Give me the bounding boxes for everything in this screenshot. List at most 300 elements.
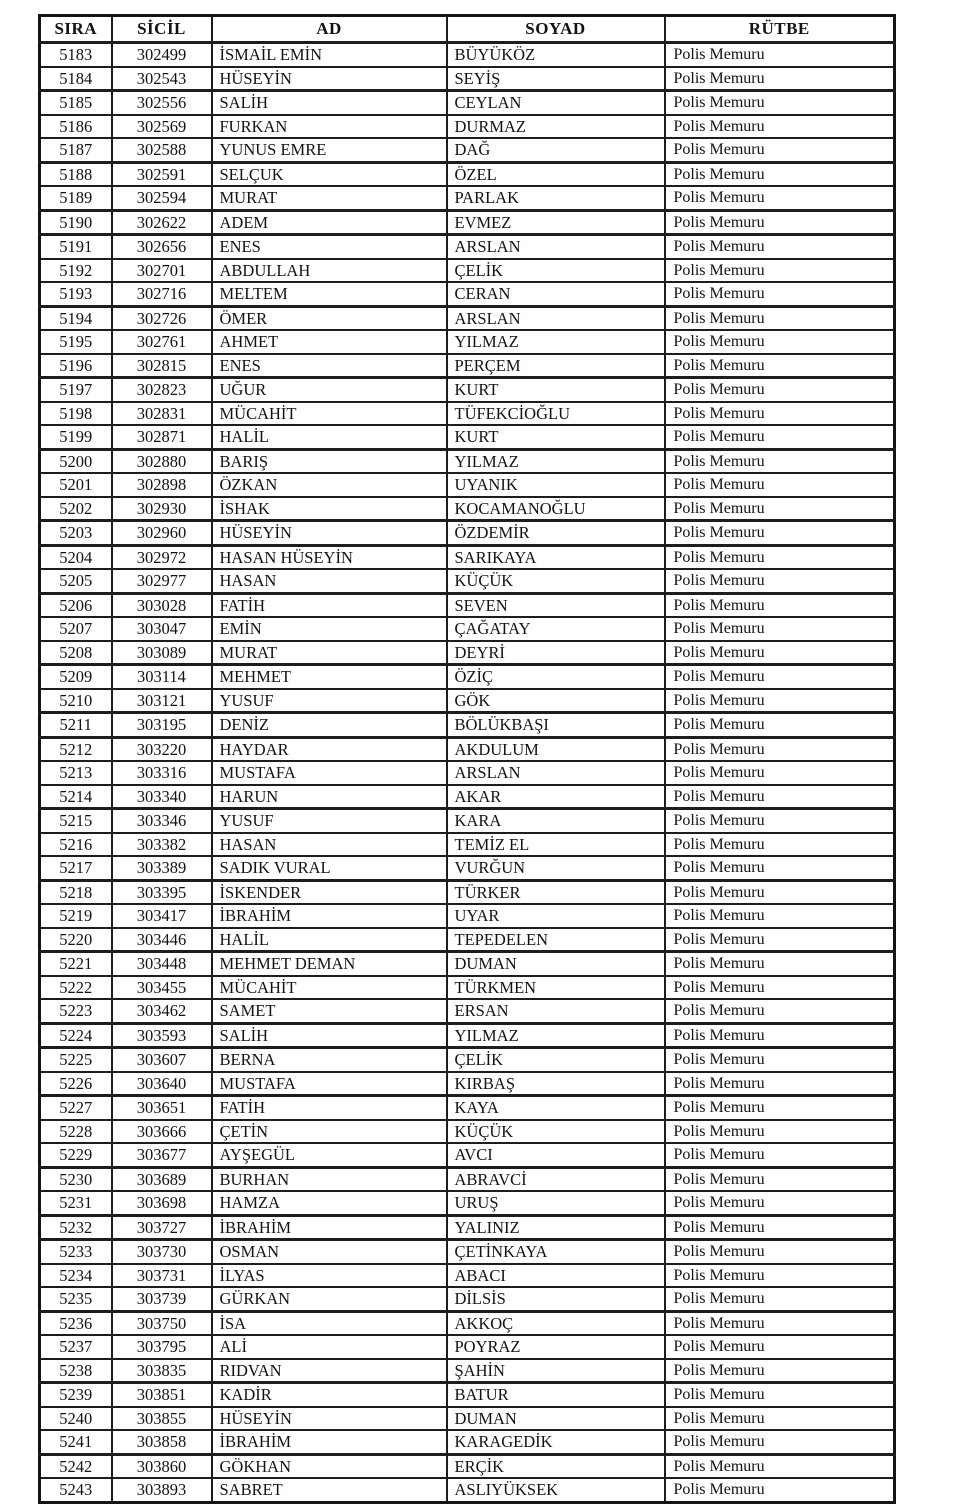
cell-ad: AHMET (212, 330, 447, 354)
cell-sicil: 303220 (112, 737, 212, 761)
cell-rutbe: Polis Memuru (665, 1359, 895, 1383)
cell-sicil: 303593 (112, 1023, 212, 1048)
cell-sira: 5228 (40, 1120, 112, 1144)
table-row (40, 1478, 895, 1502)
table-row (40, 833, 895, 857)
table-row (40, 1023, 895, 1048)
cell-soyad: KAYA (447, 1096, 665, 1120)
cell-ad: ÇETİN (212, 1120, 447, 1144)
cell-rutbe: Polis Memuru (665, 449, 895, 473)
cell-rutbe: Polis Memuru (665, 809, 895, 833)
table-row (40, 545, 895, 569)
cell-ad: SALİH (212, 1023, 447, 1048)
cell-sicil: 302972 (112, 545, 212, 569)
cell-rutbe: Polis Memuru (665, 1167, 895, 1191)
cell-soyad: PARLAK (447, 186, 665, 210)
cell-rutbe: Polis Memuru (665, 1240, 895, 1264)
cell-sira: 5235 (40, 1287, 112, 1311)
cell-rutbe: Polis Memuru (665, 1264, 895, 1288)
cell-ad: HARUN (212, 785, 447, 809)
table-row (40, 115, 895, 139)
table-row (40, 1311, 895, 1335)
table-body (40, 43, 895, 1503)
cell-sira: 5219 (40, 904, 112, 928)
cell-soyad: ÖZEL (447, 162, 665, 186)
cell-sicil: 303698 (112, 1191, 212, 1215)
cell-ad: İSHAK (212, 497, 447, 521)
cell-soyad: POYRAZ (447, 1335, 665, 1359)
cell-sira: 5226 (40, 1072, 112, 1096)
cell-rutbe: Polis Memuru (665, 521, 895, 546)
cell-soyad: ERÇİK (447, 1454, 665, 1478)
cell-sicil: 302815 (112, 354, 212, 378)
cell-soyad: KOCAMANOĞLU (447, 497, 665, 521)
cell-ad: HÜSEYİN (212, 521, 447, 546)
cell-sicil: 303795 (112, 1335, 212, 1359)
table-row (40, 1430, 895, 1454)
cell-rutbe: Polis Memuru (665, 497, 895, 521)
cell-sicil: 303739 (112, 1287, 212, 1311)
cell-ad: MEHMET (212, 665, 447, 689)
cell-rutbe: Polis Memuru (665, 91, 895, 115)
table-row (40, 1383, 895, 1407)
column-header-sira: SIRA (40, 16, 112, 43)
cell-rutbe: Polis Memuru (665, 1072, 895, 1096)
cell-ad: SALİH (212, 91, 447, 115)
cell-sira: 5241 (40, 1430, 112, 1454)
cell-sira: 5190 (40, 210, 112, 235)
cell-ad: EMİN (212, 617, 447, 641)
cell-sira: 5232 (40, 1215, 112, 1240)
cell-sira: 5198 (40, 402, 112, 426)
cell-soyad: ÇAĞATAY (447, 617, 665, 641)
cell-ad: İBRAHİM (212, 1215, 447, 1240)
cell-sira: 5210 (40, 689, 112, 713)
cell-rutbe: Polis Memuru (665, 1048, 895, 1072)
cell-sira: 5214 (40, 785, 112, 809)
cell-ad: MEHMET DEMAN (212, 952, 447, 976)
table-row (40, 785, 895, 809)
table-row (40, 425, 895, 449)
cell-sira: 5243 (40, 1478, 112, 1502)
cell-rutbe: Polis Memuru (665, 833, 895, 857)
cell-soyad: DAĞ (447, 138, 665, 162)
cell-ad: BURHAN (212, 1167, 447, 1191)
cell-sicil: 303114 (112, 665, 212, 689)
cell-rutbe: Polis Memuru (665, 952, 895, 976)
cell-soyad: CERAN (447, 282, 665, 306)
cell-ad: HASAN (212, 569, 447, 593)
cell-soyad: KARAGEDİK (447, 1430, 665, 1454)
cell-sicil: 303462 (112, 999, 212, 1023)
cell-sicil: 302880 (112, 449, 212, 473)
cell-rutbe: Polis Memuru (665, 1023, 895, 1048)
table-row (40, 497, 895, 521)
cell-sicil: 303750 (112, 1311, 212, 1335)
cell-sicil: 302622 (112, 210, 212, 235)
cell-soyad: BATUR (447, 1383, 665, 1407)
cell-rutbe: Polis Memuru (665, 473, 895, 497)
cell-sira: 5234 (40, 1264, 112, 1288)
cell-soyad: YILMAZ (447, 449, 665, 473)
cell-ad: YUSUF (212, 689, 447, 713)
cell-sicil: 303851 (112, 1383, 212, 1407)
cell-sira: 5224 (40, 1023, 112, 1048)
cell-rutbe: Polis Memuru (665, 67, 895, 91)
cell-sira: 5202 (40, 497, 112, 521)
table-row (40, 976, 895, 1000)
cell-rutbe: Polis Memuru (665, 1311, 895, 1335)
cell-ad: ALİ (212, 1335, 447, 1359)
table-row (40, 569, 895, 593)
cell-soyad: KURT (447, 378, 665, 402)
cell-soyad: ÖZİÇ (447, 665, 665, 689)
cell-rutbe: Polis Memuru (665, 1215, 895, 1240)
cell-rutbe: Polis Memuru (665, 1407, 895, 1431)
column-header-ad: AD (212, 16, 447, 43)
cell-sicil: 302499 (112, 43, 212, 67)
cell-sira: 5195 (40, 330, 112, 354)
cell-sicil: 303730 (112, 1240, 212, 1264)
cell-ad: FURKAN (212, 115, 447, 139)
cell-rutbe: Polis Memuru (665, 282, 895, 306)
cell-sicil: 303382 (112, 833, 212, 857)
cell-soyad: SEVEN (447, 593, 665, 617)
cell-ad: HALİL (212, 928, 447, 952)
table-row (40, 1264, 895, 1288)
table-row (40, 1335, 895, 1359)
cell-rutbe: Polis Memuru (665, 235, 895, 259)
cell-soyad: ABACI (447, 1264, 665, 1288)
cell-sicil: 302823 (112, 378, 212, 402)
table-row (40, 282, 895, 306)
table-row (40, 1120, 895, 1144)
table-row (40, 402, 895, 426)
cell-ad: BERNA (212, 1048, 447, 1072)
cell-soyad: ÇETİNKAYA (447, 1240, 665, 1264)
cell-sira: 5231 (40, 1191, 112, 1215)
table-row (40, 138, 895, 162)
table-row (40, 378, 895, 402)
column-header-sicil: SİCİL (112, 16, 212, 43)
cell-sira: 5236 (40, 1311, 112, 1335)
cell-sira: 5212 (40, 737, 112, 761)
cell-ad: UĞUR (212, 378, 447, 402)
header-row (40, 16, 895, 43)
cell-rutbe: Polis Memuru (665, 689, 895, 713)
table-row (40, 928, 895, 952)
table-row (40, 999, 895, 1023)
cell-sira: 5211 (40, 713, 112, 738)
table-row (40, 235, 895, 259)
cell-sicil: 302656 (112, 235, 212, 259)
cell-sira: 5222 (40, 976, 112, 1000)
table-row (40, 210, 895, 235)
cell-sicil: 303028 (112, 593, 212, 617)
cell-sira: 5206 (40, 593, 112, 617)
table-row (40, 306, 895, 330)
cell-ad: MURAT (212, 186, 447, 210)
cell-sira: 5213 (40, 761, 112, 785)
cell-sira: 5242 (40, 1454, 112, 1478)
table-row (40, 91, 895, 115)
cell-ad: KADİR (212, 1383, 447, 1407)
cell-rutbe: Polis Memuru (665, 1143, 895, 1167)
cell-sira: 5209 (40, 665, 112, 689)
cell-ad: HÜSEYİN (212, 1407, 447, 1431)
cell-sira: 5220 (40, 928, 112, 952)
cell-rutbe: Polis Memuru (665, 43, 895, 67)
cell-rutbe: Polis Memuru (665, 569, 895, 593)
cell-ad: HASAN HÜSEYİN (212, 545, 447, 569)
cell-rutbe: Polis Memuru (665, 856, 895, 880)
cell-soyad: TÜFEKCİOĞLU (447, 402, 665, 426)
cell-soyad: TÜRKMEN (447, 976, 665, 1000)
table-row (40, 713, 895, 738)
cell-soyad: PERÇEM (447, 354, 665, 378)
cell-ad: HAYDAR (212, 737, 447, 761)
cell-rutbe: Polis Memuru (665, 593, 895, 617)
cell-sicil: 303731 (112, 1264, 212, 1288)
cell-sira: 5233 (40, 1240, 112, 1264)
table-header (40, 16, 895, 43)
cell-soyad: ÖZDEMİR (447, 521, 665, 546)
cell-sicil: 302831 (112, 402, 212, 426)
table-row (40, 1167, 895, 1191)
cell-ad: İLYAS (212, 1264, 447, 1288)
cell-sicil: 303607 (112, 1048, 212, 1072)
cell-ad: MUSTAFA (212, 1072, 447, 1096)
table-row (40, 1215, 895, 1240)
table-row (40, 473, 895, 497)
cell-sira: 5191 (40, 235, 112, 259)
cell-rutbe: Polis Memuru (665, 904, 895, 928)
table-row (40, 1048, 895, 1072)
table-row (40, 330, 895, 354)
cell-soyad: TÜRKER (447, 880, 665, 904)
cell-sira: 5238 (40, 1359, 112, 1383)
cell-sira: 5197 (40, 378, 112, 402)
cell-soyad: ERSAN (447, 999, 665, 1023)
cell-sicil: 303446 (112, 928, 212, 952)
cell-ad: SAMET (212, 999, 447, 1023)
cell-sicil: 302977 (112, 569, 212, 593)
cell-sira: 5204 (40, 545, 112, 569)
cell-soyad: DUMAN (447, 1407, 665, 1431)
cell-rutbe: Polis Memuru (665, 425, 895, 449)
table-row (40, 1191, 895, 1215)
table-row (40, 1240, 895, 1264)
cell-sicil: 303089 (112, 641, 212, 665)
cell-rutbe: Polis Memuru (665, 1120, 895, 1144)
cell-soyad: ARSLAN (447, 306, 665, 330)
table-row (40, 449, 895, 473)
cell-ad: İSKENDER (212, 880, 447, 904)
cell-ad: MURAT (212, 641, 447, 665)
cell-ad: ENES (212, 235, 447, 259)
cell-rutbe: Polis Memuru (665, 1430, 895, 1454)
cell-ad: HÜSEYİN (212, 67, 447, 91)
table-row (40, 952, 895, 976)
cell-ad: HAMZA (212, 1191, 447, 1215)
cell-soyad: KÜÇÜK (447, 1120, 665, 1144)
cell-sicil: 302588 (112, 138, 212, 162)
table-row (40, 1287, 895, 1311)
cell-ad: YUSUF (212, 809, 447, 833)
cell-ad: FATİH (212, 593, 447, 617)
cell-soyad: ARSLAN (447, 235, 665, 259)
cell-sicil: 303835 (112, 1359, 212, 1383)
table-row (40, 354, 895, 378)
cell-rutbe: Polis Memuru (665, 1478, 895, 1502)
cell-ad: İSMAİL EMİN (212, 43, 447, 67)
cell-sira: 5237 (40, 1335, 112, 1359)
cell-soyad: ARSLAN (447, 761, 665, 785)
cell-soyad: DİLSİS (447, 1287, 665, 1311)
cell-sira: 5188 (40, 162, 112, 186)
cell-rutbe: Polis Memuru (665, 617, 895, 641)
table-row (40, 689, 895, 713)
cell-rutbe: Polis Memuru (665, 928, 895, 952)
cell-sira: 5240 (40, 1407, 112, 1431)
cell-ad: GÜRKAN (212, 1287, 447, 1311)
cell-soyad: YILMAZ (447, 330, 665, 354)
cell-sira: 5217 (40, 856, 112, 880)
cell-soyad: KIRBAŞ (447, 1072, 665, 1096)
cell-soyad: AKDULUM (447, 737, 665, 761)
cell-soyad: BÖLÜKBAŞI (447, 713, 665, 738)
table-row (40, 521, 895, 546)
cell-ad: SADIK VURAL (212, 856, 447, 880)
table-row (40, 1454, 895, 1478)
cell-soyad: DURMAZ (447, 115, 665, 139)
cell-soyad: KARA (447, 809, 665, 833)
cell-ad: MELTEM (212, 282, 447, 306)
cell-soyad: UYANIK (447, 473, 665, 497)
cell-sicil: 303389 (112, 856, 212, 880)
cell-soyad: SARIKAYA (447, 545, 665, 569)
cell-sira: 5194 (40, 306, 112, 330)
cell-sicil: 303858 (112, 1430, 212, 1454)
table-row (40, 593, 895, 617)
table-row (40, 904, 895, 928)
cell-ad: MÜCAHİT (212, 976, 447, 1000)
column-header-rutbe: RÜTBE (665, 16, 895, 43)
cell-rutbe: Polis Memuru (665, 545, 895, 569)
cell-rutbe: Polis Memuru (665, 1383, 895, 1407)
cell-sicil: 303855 (112, 1407, 212, 1431)
cell-rutbe: Polis Memuru (665, 1191, 895, 1215)
cell-ad: SELÇUK (212, 162, 447, 186)
cell-rutbe: Polis Memuru (665, 330, 895, 354)
cell-soyad: URUŞ (447, 1191, 665, 1215)
cell-soyad: AKKOÇ (447, 1311, 665, 1335)
cell-sicil: 303893 (112, 1478, 212, 1502)
cell-sira: 5200 (40, 449, 112, 473)
cell-sicil: 302930 (112, 497, 212, 521)
cell-sira: 5193 (40, 282, 112, 306)
cell-soyad: ŞAHİN (447, 1359, 665, 1383)
personnel-table (38, 14, 896, 1504)
cell-ad: MUSTAFA (212, 761, 447, 785)
cell-sicil: 302543 (112, 67, 212, 91)
cell-soyad: ÇELİK (447, 1048, 665, 1072)
cell-ad: ÖZKAN (212, 473, 447, 497)
cell-sira: 5218 (40, 880, 112, 904)
cell-ad: İSA (212, 1311, 447, 1335)
cell-soyad: YILMAZ (447, 1023, 665, 1048)
cell-sicil: 302761 (112, 330, 212, 354)
cell-sira: 5229 (40, 1143, 112, 1167)
cell-rutbe: Polis Memuru (665, 259, 895, 283)
cell-sira: 5183 (40, 43, 112, 67)
cell-soyad: DUMAN (447, 952, 665, 976)
cell-sicil: 303727 (112, 1215, 212, 1240)
cell-ad: ADEM (212, 210, 447, 235)
cell-sira: 5186 (40, 115, 112, 139)
cell-ad: MÜCAHİT (212, 402, 447, 426)
cell-soyad: DEYRİ (447, 641, 665, 665)
cell-sira: 5208 (40, 641, 112, 665)
cell-soyad: VURĞUN (447, 856, 665, 880)
cell-sicil: 303047 (112, 617, 212, 641)
table-row (40, 737, 895, 761)
cell-sira: 5196 (40, 354, 112, 378)
cell-sicil: 303448 (112, 952, 212, 976)
cell-rutbe: Polis Memuru (665, 186, 895, 210)
cell-sira: 5184 (40, 67, 112, 91)
cell-sicil: 302726 (112, 306, 212, 330)
cell-rutbe: Polis Memuru (665, 641, 895, 665)
table-row (40, 67, 895, 91)
cell-sira: 5230 (40, 1167, 112, 1191)
cell-sicil: 302716 (112, 282, 212, 306)
cell-rutbe: Polis Memuru (665, 115, 895, 139)
column-header-soyad: SOYAD (447, 16, 665, 43)
cell-sira: 5223 (40, 999, 112, 1023)
cell-soyad: ABRAVCİ (447, 1167, 665, 1191)
cell-soyad: SEYİŞ (447, 67, 665, 91)
cell-sicil: 303417 (112, 904, 212, 928)
cell-ad: ÖMER (212, 306, 447, 330)
cell-rutbe: Polis Memuru (665, 402, 895, 426)
cell-sira: 5185 (40, 91, 112, 115)
cell-rutbe: Polis Memuru (665, 761, 895, 785)
cell-rutbe: Polis Memuru (665, 880, 895, 904)
cell-soyad: GÖK (447, 689, 665, 713)
cell-ad: BARIŞ (212, 449, 447, 473)
cell-soyad: TEMİZ EL (447, 833, 665, 857)
cell-sira: 5201 (40, 473, 112, 497)
cell-ad: FATİH (212, 1096, 447, 1120)
cell-ad: SABRET (212, 1478, 447, 1502)
cell-ad: DENİZ (212, 713, 447, 738)
cell-soyad: BÜYÜKÖZ (447, 43, 665, 67)
cell-sicil: 302556 (112, 91, 212, 115)
table-row (40, 856, 895, 880)
cell-soyad: YALINIZ (447, 1215, 665, 1240)
cell-sicil: 303640 (112, 1072, 212, 1096)
cell-sicil: 303340 (112, 785, 212, 809)
cell-ad: ENES (212, 354, 447, 378)
cell-sira: 5187 (40, 138, 112, 162)
cell-sicil: 303677 (112, 1143, 212, 1167)
cell-sicil: 303121 (112, 689, 212, 713)
cell-soyad: ASLIYÜKSEK (447, 1478, 665, 1502)
cell-sicil: 303346 (112, 809, 212, 833)
cell-sicil: 303455 (112, 976, 212, 1000)
table-row (40, 1359, 895, 1383)
